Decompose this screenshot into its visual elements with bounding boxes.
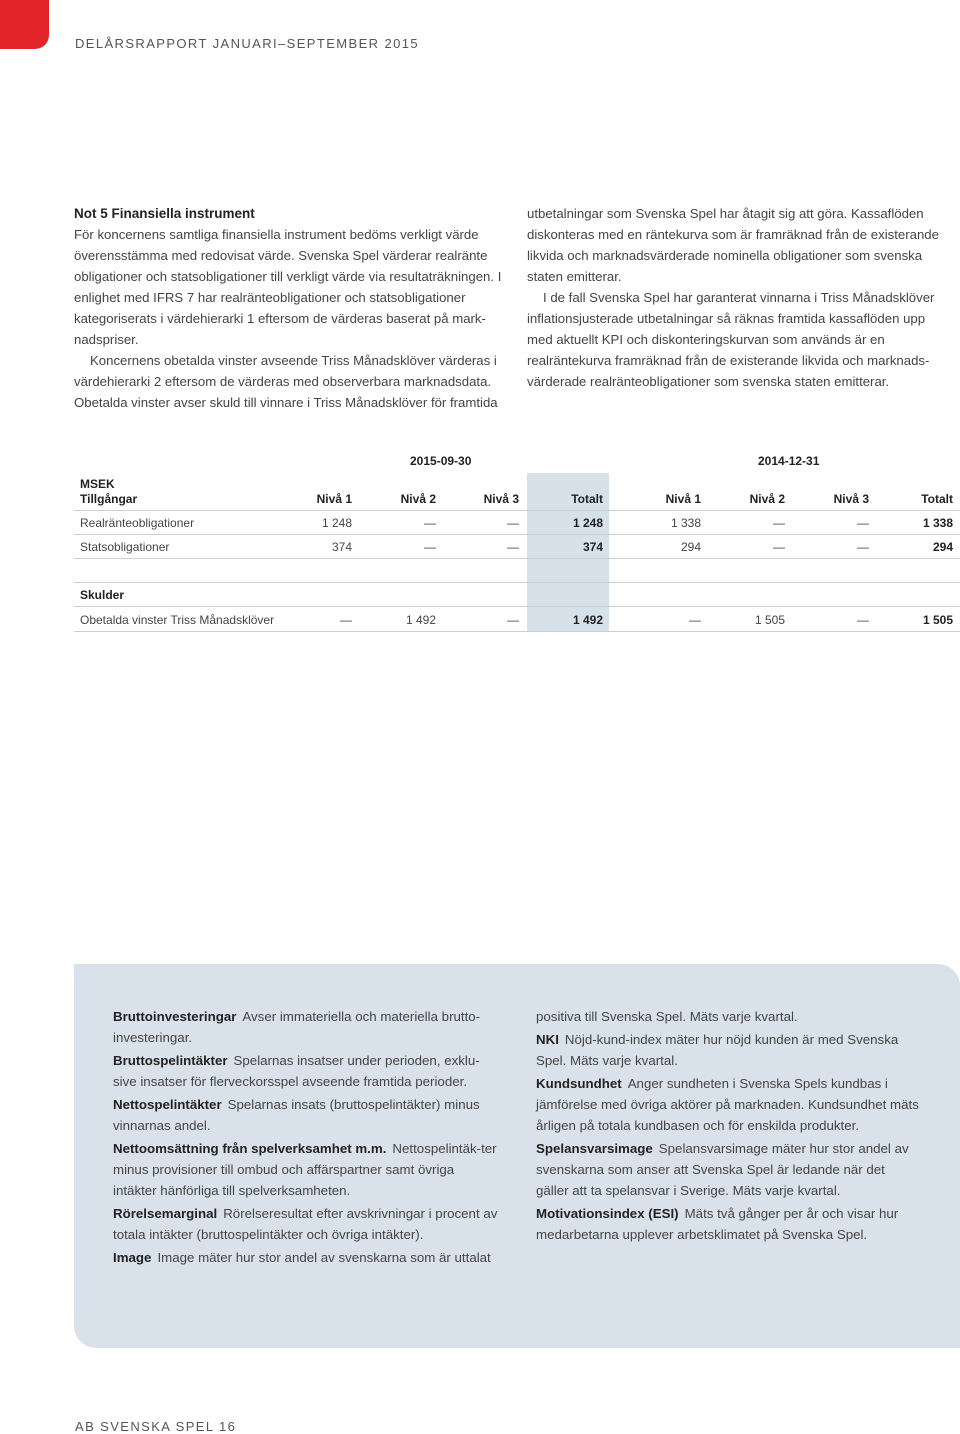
- glossary-entry: [536, 1138, 921, 1201]
- glossary-term: Kundsundhet: [536, 1076, 622, 1091]
- page-footer: AB SVENSKA SPEL 16: [75, 1419, 237, 1434]
- note-paragraph: I de fall Svenska Spel har garanterat vinnarna i Triss Månadsklöver inflationsjusterade utbetalningar så räknas framtida kassaflöden upp med aktuellt KPI och diskonteringskurvan som används är en realräntekurva framräknad från de existerande likvida och marknads-värderade realränteobligationer som svenska staten emitterar.: [527, 290, 935, 389]
- table-cell: 1 338: [670, 516, 701, 530]
- glossary-right-column: [536, 1006, 921, 1247]
- row-divider: [74, 606, 960, 607]
- glossary-entry: [113, 1203, 498, 1245]
- table-cell: 1 492: [572, 613, 603, 627]
- table-cell: 1 248: [321, 516, 352, 530]
- col-header: Nivå 3: [483, 492, 519, 506]
- col-header: Nivå 2: [400, 492, 436, 506]
- glossary-entry: [113, 1138, 498, 1201]
- row-divider: [74, 582, 960, 583]
- table-cell: —: [507, 516, 519, 530]
- note-right-column: [527, 203, 947, 392]
- col-header: Totalt: [571, 492, 603, 506]
- row-divider: [74, 534, 960, 535]
- date-header-2014: 2014-12-31: [758, 454, 820, 468]
- glossary-term: Spelansvarsimage: [536, 1141, 653, 1156]
- table-cell: —: [507, 613, 519, 627]
- table-cell: —: [507, 540, 519, 554]
- note-paragraph: För koncernens samtliga finansiella instrument bedöms verkligt värde överensstämma med redovisat värde. Svenska Spel värderar realränte obligationer och statsobligationer till verkligt värde via resultaträkningen. I enlighet med IFRS 7 har realränteobligationer och statsobligationer kategoriserats i värdehierarki 1 eftersom de värderas baserat på mark-nadspriser.: [74, 227, 502, 347]
- glossary-definition: Avser immateriella och materiella brutto-investeringar.: [113, 1009, 481, 1045]
- table-cell: —: [857, 540, 869, 554]
- glossary-term: Nettoomsättning från spelverksamhet m.m.: [113, 1141, 387, 1156]
- row-divider: [74, 510, 960, 511]
- table-cell: 294: [680, 540, 701, 554]
- table-cell: —: [773, 540, 785, 554]
- glossary-entry: [536, 1029, 921, 1071]
- section-assets: Tillgångar: [80, 492, 138, 506]
- glossary-definition: Mäts två gånger per år och visar hur medarbetarna upplever arbetsklimatet på Svenska Spel.: [536, 1206, 899, 1242]
- section-liabilities: Skulder: [80, 588, 125, 602]
- col-header: Nivå 1: [316, 492, 352, 506]
- glossary-definition: Spelarnas insatser under perioden, exklu-sive insatser för flerveckorsspel avseende framtida perioder.: [113, 1053, 480, 1089]
- row-label: Realränteobligationer: [80, 516, 195, 530]
- note-title: Not 5 Finansiella instrument: [74, 206, 255, 221]
- table-cell: —: [424, 516, 436, 530]
- table-cell: —: [773, 516, 785, 530]
- col-header: Nivå 1: [665, 492, 701, 506]
- glossary-definition: Nettospelintäk-ter minus provisioner till ombud och affärspartner samt övriga intäkter hänförliga till spelverksamheten.: [113, 1141, 497, 1198]
- table-cell: 1 248: [572, 516, 603, 530]
- glossary-term: Bruttospelintäkter: [113, 1053, 228, 1068]
- col-header: Totalt: [921, 492, 953, 506]
- table-cell: 1 505: [922, 613, 953, 627]
- glossary-box: [74, 964, 960, 1348]
- glossary-definition: Anger sundheten i Svenska Spels kundbas i jämförelse med övriga aktörer på marknaden. Kundsundhet mäts årligen på totala kundbasen och för enskilda produkter.: [536, 1076, 919, 1133]
- table-cell: —: [857, 516, 869, 530]
- glossary-term: Bruttoinvesteringar: [113, 1009, 237, 1024]
- glossary-term: Rörelsemarginal: [113, 1206, 218, 1221]
- col-header: Nivå 3: [833, 492, 869, 506]
- glossary-term: Motivationsindex (ESI): [536, 1206, 679, 1221]
- glossary-left-column: [113, 1006, 498, 1270]
- row-divider: [74, 558, 960, 559]
- row-label: Obetalda vinster Triss Månadsklöver: [80, 613, 275, 627]
- note-left-column: [74, 203, 504, 413]
- row-label: Statsobligationer: [80, 540, 170, 554]
- date-header-2015: 2015-09-30: [410, 454, 472, 468]
- glossary-term: Nettospelintäkter: [113, 1097, 222, 1112]
- table-cell: 374: [582, 540, 603, 554]
- glossary-definition: Nöjd-kund-index mäter hur nöjd kunden är med Svenska Spel. Mäts varje kvartal.: [536, 1032, 899, 1068]
- glossary-entry: [113, 1050, 498, 1092]
- row-divider: [74, 631, 960, 632]
- table-cell: —: [424, 540, 436, 554]
- glossary-entry: [113, 1094, 498, 1136]
- table-cell: 374: [331, 540, 352, 554]
- note-paragraph: utbetalningar som Svenska Spel har åtagit sig att göra. Kassaflöden diskonteras med en räntekurva som är framräknad från de existerande likvida och marknadsvärderade nominella obligationer som svenska staten emitterar.: [527, 206, 939, 284]
- corner-accent: [0, 0, 49, 49]
- financial-instruments-table: [74, 447, 960, 637]
- glossary-definition: Spelansvarsimage mäter hur stor andel av svenskarna som anser att Svenska Spel är ledande när det gäller att ta spelansvar i Sverige. Mäts varje kvartal.: [536, 1141, 909, 1198]
- glossary-entry: [536, 1073, 921, 1136]
- glossary-term: Image: [113, 1250, 152, 1265]
- table-cell: 1 505: [754, 613, 785, 627]
- glossary-definition: Spelarnas insats (bruttospelintäkter) minus vinnarnas andel.: [113, 1097, 480, 1133]
- glossary-entry: [536, 1203, 921, 1245]
- table-cell: —: [857, 613, 869, 627]
- glossary-term: NKI: [536, 1032, 559, 1047]
- page-header: DELÅRSRAPPORT JANUARI–SEPTEMBER 2015: [75, 36, 419, 51]
- table-cell: 1 492: [405, 613, 436, 627]
- glossary-definition: Rörelseresultat efter avskrivningar i procent av totala intäkter (bruttospelintäkter och övriga intäkter).: [113, 1206, 498, 1242]
- note-paragraph: Koncernens obetalda vinster avseende Triss Månadsklöver värderas i värdehierarki 2 eftersom de värderas med observerbara marknadsdata. Obetalda vinster avser skuld till vinnare i Triss Månadsklöver för framtida: [74, 353, 498, 410]
- glossary-entry: [113, 1247, 498, 1268]
- table-cell: —: [689, 613, 701, 627]
- table-cell: 294: [932, 540, 953, 554]
- glossary-definition: Image mäter hur stor andel av svenskarna som är uttalat: [157, 1250, 491, 1265]
- glossary-continuation: positiva till Svenska Spel. Mäts varje kvartal.: [536, 1009, 798, 1024]
- table-cell: 1 338: [922, 516, 953, 530]
- unit-label: MSEK: [80, 477, 115, 491]
- glossary-entry: [113, 1006, 498, 1048]
- col-header: Nivå 2: [749, 492, 785, 506]
- table-cell: —: [340, 613, 352, 627]
